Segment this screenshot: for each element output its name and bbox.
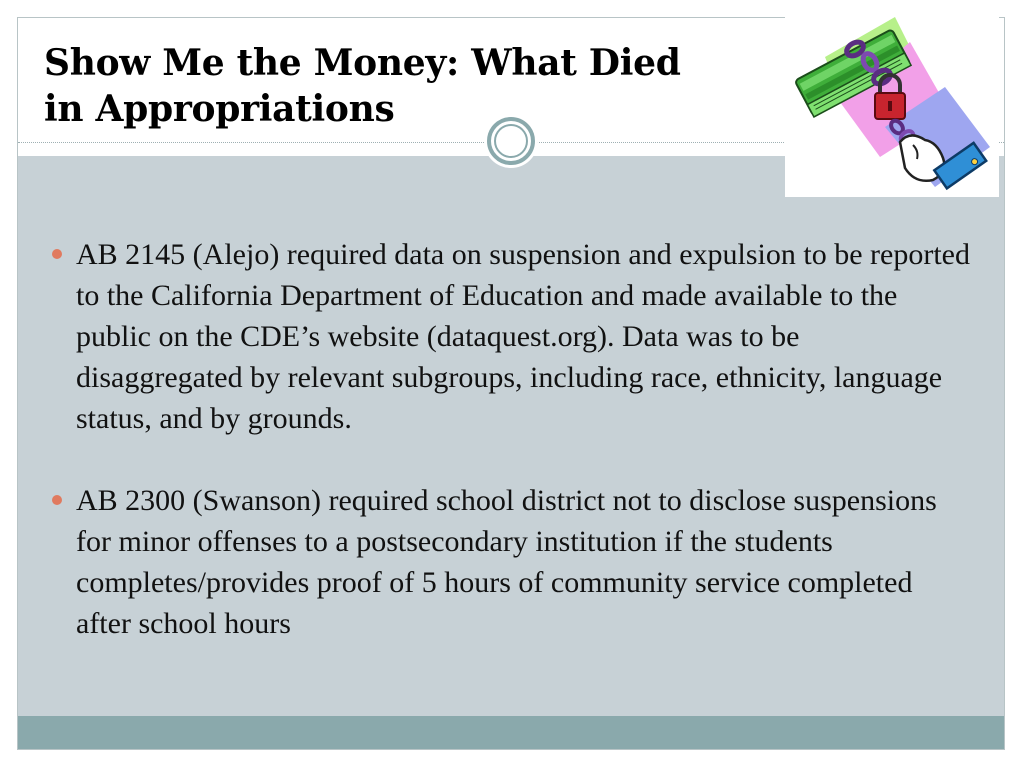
bullet-list (52, 234, 972, 644)
bullet-dot-icon (52, 249, 62, 259)
slide-title-line2: in Appropriations (44, 88, 395, 130)
circle-ornament-icon (483, 113, 539, 169)
bullet-text: AB 2300 (Swanson) required school district not to disclose suspensions for minor offenses to a postsecondary institution if the students completes/provides proof of 5 hours of community service completed after school hours (76, 484, 937, 640)
list-item (52, 234, 972, 439)
footer-band (18, 716, 1004, 749)
list-item (52, 480, 972, 644)
slide-title (44, 40, 784, 132)
money-chained-to-hand-clipart (785, 17, 999, 197)
bullet-dot-icon (52, 495, 62, 505)
slide-title-line1: Show Me the Money: What Died (44, 42, 681, 84)
bullet-text: AB 2145 (Alejo) required data on suspension and expulsion to be reported to the California Department of Education and made available to the public on the CDE’s website (dataquest.org). Data was to be disaggregated by relevant subgroups, including race, ethnicity, language status, and by grounds. (76, 238, 970, 435)
